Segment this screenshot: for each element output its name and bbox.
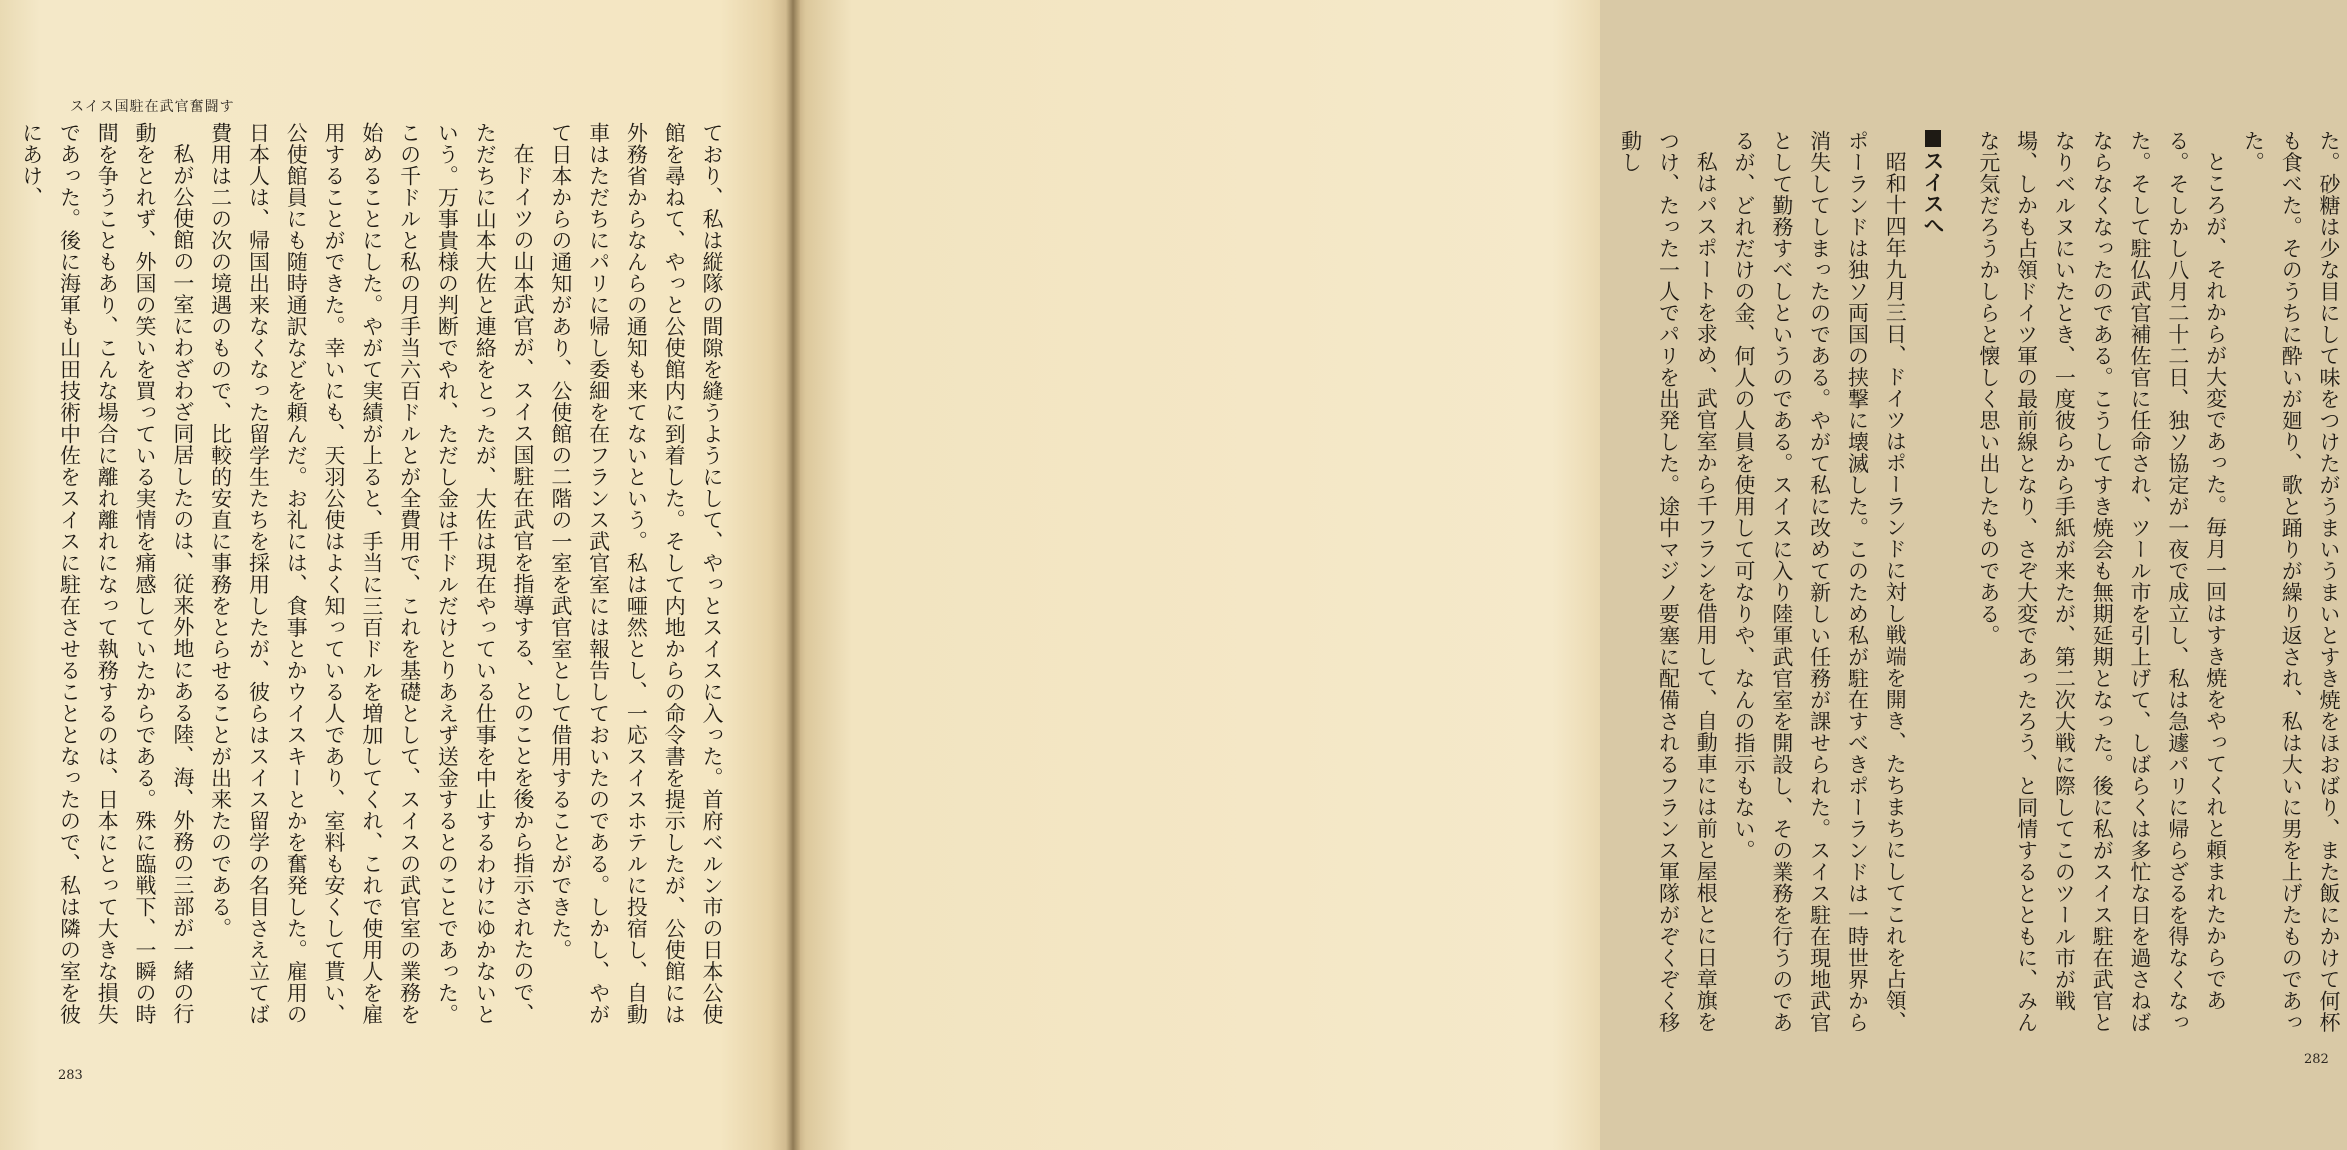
section-heading-text: スイスへ: [1921, 149, 1946, 236]
running-head: スイス国駐在武官奮闘す: [70, 99, 235, 115]
left-page-body: [19, 122, 730, 1042]
paragraph: 私が公使館の一室にわざわざ同居したのは、従来外地にある陸、海、外務の三部が一緒の行動をとれず、外国の笑いを買っている実情を痛感していたからである。殊に臨戦下、一瞬の時間を争うこともあり、こんな場合に離れ離れになって執務するのは、日本にとって大きな損失であった。後に海軍も山田技術中佐をスイスに駐在させることとなったので、私は隣の室を彼にあけ、: [19, 122, 195, 1025]
section-heading: [1913, 130, 1951, 1050]
book-gutter: [786, 0, 800, 1150]
paragraph: ところが、それからが大変であった。毎月一回はすき焼をやってくれと頼まれたからである。そしかし八月二十二日、独ソ協定が一夜で成立し、私は急遽パリに帰らざるを得なくなった。そして駐仏武官補佐官に任命され、ツール市を引上げて、しばらくは多忙な日を過さねばならなくなったのである。こうしてすき焼会も無期延期となった。後に私がスイス駐在武官となりベルヌにいたとき、一度彼らから手紙が来たが、第二次大戦に際してこのツール市が戦場、しかも占領ドイツ軍の最前線となり、さぞ大変であったろう、と同情するとともに、みんな元気だろうかしらと懐しく思い出したものである。: [1976, 130, 2228, 1033]
right-page-body: [1618, 130, 2347, 1050]
left-page: [0, 0, 792, 1150]
paragraph: ており、私は縦隊の間隙を縫うようにして、やっとスイスに入った。首府ベルン市の日本公使館を尋ねて、やっと公使館内に到着した。そして内地からの命令書を提示したが、公使館には外務省からなんらの通知も来てないという。私は唖然とし、一応スイスホテルに投宿し、自動車はただちにパリに帰し委細を在フランス武官室には報告しておいたのである。しかし、やがて日本からの通知があり、公使館の二階の一室を武官室として借用することができた。: [548, 122, 724, 1025]
paragraph: 昭和十四年九月三日、ドイツはポーランドに対し戦端を開き、たちまちにしてこれを占領、ポーランドは独ソ両国の挟撃に壊滅した。このため私が駐在すべきポーランドは一時世界から消失してしまったのである。やがて私に改めて新しい任務が課せられた。スイス駐在現地武官として勤務すべしというのである。スイスに入り陸軍武官室を開設し、その業務を行うのであるが、どれだけの金、何人の人員を使用して可なりや、なんの指示もない。: [1732, 130, 1908, 1033]
right-page: [792, 0, 2341, 1150]
heading-square-icon: [1925, 130, 1942, 147]
section-spacer: [1951, 130, 1969, 1050]
paragraph: 私はパスポートを求め、武官室から千フランを借用して、自動車には前と屋根とに日章旗をつけ、たった一人でパリを出発した。途中マジノ要塞に配備されるフランス軍隊がぞくぞく移動し: [1618, 130, 1719, 1033]
page-number-left: 283: [58, 1068, 83, 1083]
page-number-right: 282: [2304, 1052, 2329, 1067]
paragraph: 在ドイツの山本武官が、スイス国駐在武官を指導する、とのことを後から指示されたので、ただちに山本大佐と連絡をとったが、大佐は現在やっている仕事を中止するわけにゆかないという。万事貴様の判断でやれ、ただし金は千ドルだけとりあえず送金するとのことであった。この千ドルと私の月手当六百ドルとが全費用で、これを基礎として、スイスの武官室の業務を始めることにした。やがて実績が上ると、手当に三百ドルを増加してくれ、これで使用人を雇用することができた。幸いにも、天羽公使はよく知っている人であり、室料も安くして貰い、公使館員にも随時通訳などを頼んだ。お礼には、食事とかウイスキーとかを奮発した。雇用の日本人は、帰国出来なくなった留学生たちを採用したが、彼らはスイス留学の名目さえ立てば費用は二の次の境遇のもので、比較的安直に事務をとらせることが出来たのである。: [208, 122, 536, 1025]
paragraph: た。砂糖は少な目にして味をつけたがうまいうまいとすき焼をほおばり、また飯にかけて何杯も食べた。そのうちに酔いが廻り、歌と踊りが繰り返され、私は大いに男を上げたものであった。: [2241, 130, 2341, 1033]
